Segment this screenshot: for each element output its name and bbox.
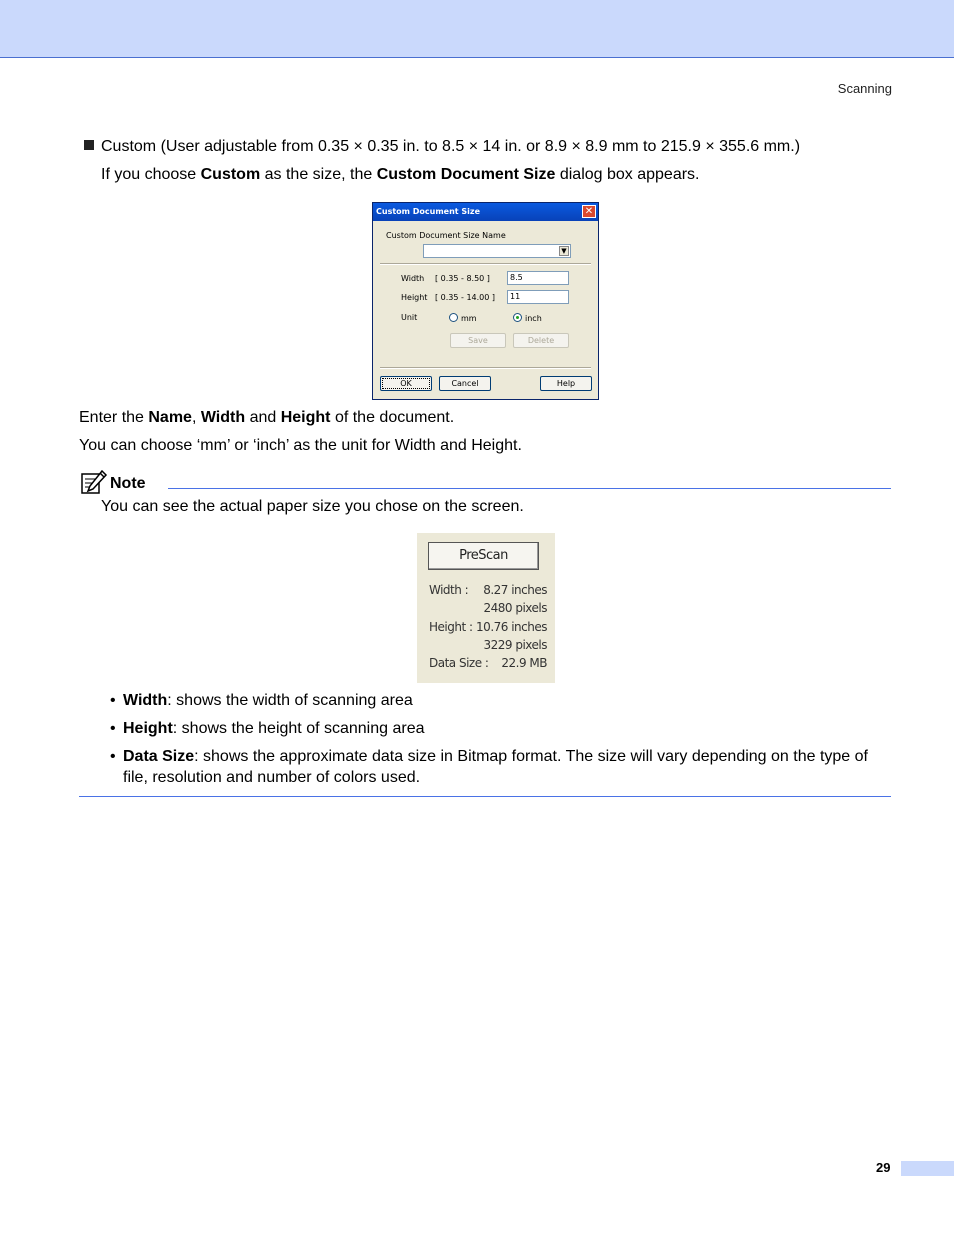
prescan-size-label: Data Size : [429,656,489,670]
bullet-term: Height [123,720,173,737]
section-title: Scanning [837,81,892,96]
prescan-height-pixels: 3229 pixels [483,638,547,652]
prescan-width-pixels: 2480 pixels [483,601,547,615]
prescan-width-inches: 8.27 inches [483,583,547,597]
prescan-panel [417,533,555,683]
unit-inch-label: inch [525,314,542,323]
enter-text-4: of the document. [330,409,455,426]
enter-bold-name: Name [148,409,192,426]
height-range: [ 0.35 - 14.00 ] [435,293,496,302]
note-title: Note [110,475,146,492]
enter-text-3: and [245,409,281,426]
custom-document-size-dialog [372,202,599,400]
dialog-title: Custom Document Size [376,207,480,216]
note-text: You can see the actual paper size you chose on the screen. [101,498,524,515]
close-icon[interactable]: ✕ [582,205,596,218]
chevron-down-icon[interactable]: ▼ [559,246,569,256]
save-button[interactable]: Save [450,333,506,348]
bullet-term: Data Size [123,748,195,765]
bullet-text: : shows the height of scanning area [172,720,425,737]
ok-button[interactable]: OK [380,376,432,391]
note-rule [168,488,891,489]
bullet-dot-icon: • [110,720,116,737]
separator [380,367,591,369]
choose-custom-paragraph [101,165,700,185]
choose-text-2: as the size, the [260,166,377,183]
list-item [110,746,890,788]
bullet-text: : shows the approximate data size in Bitmap format. The size will vary depending on the type of file, resolution and number of colors used. [123,748,868,786]
prescan-height-inches: 10.76 inches [476,620,547,634]
width-range: [ 0.35 - 8.50 ] [435,274,490,283]
enter-text-2: , [191,409,201,426]
bullet-dot-icon: • [110,748,116,765]
help-button[interactable]: Help [540,376,592,391]
units-paragraph: You can choose ‘mm’ or ‘inch’ as the unit for Width and Height. [79,437,522,454]
height-label: Height [401,293,428,302]
unit-inch-radio[interactable] [513,313,542,323]
choose-bold-2: Custom Document Size [376,166,556,183]
header-band [0,0,954,58]
unit-label: Unit [401,313,418,322]
enter-paragraph [79,408,454,428]
bullet-dot-icon: • [110,692,116,709]
name-dropdown[interactable] [423,244,571,258]
choose-bold-1: Custom [200,166,261,183]
list-item [110,718,900,739]
delete-button[interactable]: Delete [513,333,569,348]
prescan-size-value: 22.9 MB [501,656,547,670]
page-number: 29 [876,1160,891,1175]
bullet-term: Width [123,692,168,709]
bullet-text: : shows the width of scanning area [167,692,413,709]
unit-mm-label: mm [461,314,477,323]
note-end-rule [79,796,891,797]
radio-mm-icon[interactable] [449,313,458,322]
custom-size-text: Custom (User adjustable from 0.35 × 0.35 in. to 8.5 × 14 in. or 8.9 × 8.9 mm to 215.9 × 355.6 mm.) [101,138,801,155]
height-input[interactable]: 11 [507,290,569,304]
dialog-titlebar [373,203,598,221]
pencil-note-icon [80,470,108,496]
square-bullet-icon [84,140,94,150]
prescan-width-label: Width : [429,583,469,597]
enter-bold-width: Width [200,409,246,426]
page-number-bar [901,1161,954,1176]
width-label: Width [401,274,425,283]
list-item [110,690,900,711]
radio-inch-icon[interactable] [513,313,522,322]
enter-text-1: Enter the [79,409,149,426]
prescan-button[interactable]: PreScan [428,542,539,570]
custom-size-bullet [84,137,800,157]
choose-text-1: If you choose [101,166,201,183]
cancel-button[interactable]: Cancel [439,376,491,391]
choose-text-3: dialog box appears. [555,166,700,183]
unit-mm-radio[interactable] [449,313,477,323]
enter-bold-height: Height [280,409,331,426]
prescan-height-label: Height : [429,620,473,634]
name-label: Custom Document Size Name [386,231,506,240]
width-input[interactable]: 8.5 [507,271,569,285]
separator [380,263,591,265]
